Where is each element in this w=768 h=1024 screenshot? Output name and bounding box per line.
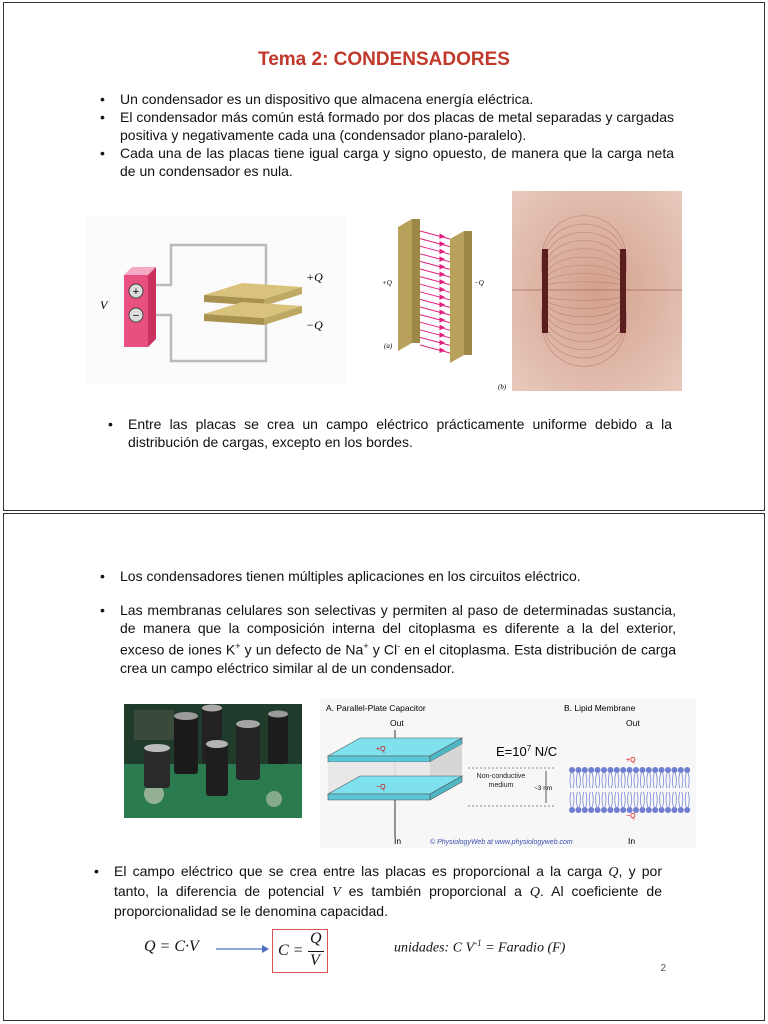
lipid-head [614,807,620,813]
field-photo-figure [498,191,682,391]
battery-plus-sign: + [132,286,140,298]
figure-label-a: (a) [384,342,393,350]
charge-symbol-2: Q [529,885,541,900]
capacity-text-1: El campo eléctrico que se crea entre las placas es proporcional a la carga [114,863,609,879]
voltage-symbol: V [332,885,341,900]
lipid-head [652,807,658,813]
lipid-head [614,767,620,773]
bullet-definition: • Un condensador es un dispositivo que almacena energía eléctrica. [98,90,674,108]
plus-q-label-b: +Q [626,757,636,764]
diagram-credit: © PhysiologyWeb at www.physiologyweb.com [430,839,573,846]
lipid-head [678,767,684,773]
lipid-head [569,807,575,813]
field-line [420,307,450,315]
plate-plus-q-label: +Q [382,279,392,287]
battery-minus-sign: − [132,310,140,322]
lipid-head [607,807,613,813]
capacity-formula-box [272,929,328,973]
lipid-head [646,807,652,813]
field-line [420,246,450,254]
k-plus-sup: + [235,641,241,651]
lipid-head [639,807,645,813]
slide-title: Tema 2: CONDENSADORES [258,49,510,70]
membrane-text-3: y Cl [368,641,398,658]
medium-label: Non-conductive medium [476,773,526,789]
units-end: = Faradio (F) [481,940,566,956]
pcb-capacitors-photo [124,704,302,818]
intro-bullets [98,90,674,180]
figure-label-b: (b) [498,383,507,391]
lipid-head [652,767,658,773]
bullet-applications: • Los condensadores tienen múltiples aplicaciones en los circuitos eléctrico. [98,567,676,585]
in-label-a: In [394,836,402,846]
cl-minus-sup: - [397,641,401,651]
capacity-text-4: . Al coeficiente de proporcionalidad se le denomina capacidad. [114,883,662,919]
field-line [420,284,450,292]
membrane-text-2: y un defecto de Na [240,641,364,658]
field-exponent: 7 [526,744,532,753]
lipid-head [595,767,601,773]
field-magnitude [496,744,557,759]
lipid-head [588,767,594,773]
membrane-bullets [98,601,676,677]
units-exponent: -1 [474,938,482,948]
out-label-a: Out [390,718,404,728]
lipid-head [665,767,671,773]
lipid-head [569,767,575,773]
field-line [420,261,450,269]
lipid-head [646,767,652,773]
membrane-text-1: Las membranas celulares son selectivas y permiten al paso de determinadas sustancia, de manera que la composición interna del citoplasma es diferente a la del exterior, exceso de iones K [120,602,676,658]
lipid-head [678,807,684,813]
units-text: unidades: C V [394,940,475,956]
field-line [420,345,450,353]
applications-bullets [98,567,676,585]
capacity-text-3: es también proporcional a [340,883,530,899]
lipid-head [582,767,588,773]
plus-q-label: +Q [306,270,323,284]
lipid-head [575,807,581,813]
lipid-head [684,767,690,773]
formula-denominator: V [310,952,320,969]
field-line [420,322,450,330]
lipid-head [639,767,645,773]
slide-2 [3,513,765,1021]
bullet-membranes [98,601,676,677]
out-label-b: Out [626,718,640,728]
lipid-head [659,767,665,773]
lipid-head [588,807,594,813]
bullet-net-charge: • Cada una de las placas tiene igual carga y signo opuesto, de manera que la carga neta de un condensador es nula. [98,144,674,180]
in-label-b: In [628,836,636,846]
lipid-head [607,767,613,773]
diagram-title-b: B. Lipid Membrane [564,703,636,713]
lipid-head [665,807,671,813]
field-line [420,231,450,239]
lipid-head [633,767,639,773]
lipid-head [601,767,607,773]
lipid-head [684,807,690,813]
field-line [420,239,450,247]
field-lines-figure [376,215,502,385]
field-line [420,337,450,345]
formula-numerator: Q [310,930,322,947]
field-line [420,292,450,300]
voltage-label: V [100,298,108,312]
arrow-right-icon [214,942,270,956]
bullet-uniform-field: • Entre las placas se crea un campo eléctrico prácticamente uniforme debido a la distribución de cargas, excepto en los bordes. [106,415,672,451]
lipid-head [627,767,633,773]
lipid-head [582,807,588,813]
field-line [420,277,450,285]
capacity-bullets [92,862,662,920]
lipid-head [671,767,677,773]
field-line [420,315,450,323]
field-line [420,330,450,338]
page-number: 2 [660,963,666,974]
field-line [420,269,450,277]
membrane-capacitor-diagram [320,698,696,848]
lipid-head [671,807,677,813]
capacitor-circuit-figure [86,215,346,385]
formula-c-eq: C = [278,942,304,959]
field-bullet-list [106,415,672,451]
field-line [420,254,450,262]
bullet-capacity [92,862,662,920]
lipid-head [659,807,665,813]
lipid-head [575,767,581,773]
units-formula [394,938,565,957]
lipid-head [601,807,607,813]
field-value: E=10 [496,744,527,759]
slide-1 [3,2,765,511]
diagram-title-a: A. Parallel-Plate Capacitor [326,703,426,713]
plate-minus-q-label: −Q [474,279,484,287]
na-plus-sup: + [363,641,369,651]
minus-q-label: −Q [306,318,323,332]
capacity-text-2: , y por tanto, la diferencia de potencial [114,863,662,899]
charge-symbol-1: Q [608,865,619,880]
lipid-head [620,767,626,773]
formula-q-cv: Q = C·V [144,938,199,955]
plus-q-label-a: +Q [376,746,386,753]
minus-q-label-a: −Q [376,784,386,791]
membrane-text-4: en el citoplasma. Esta distribución de carga crea un campo eléctrico similar al de un condensador. [120,641,677,676]
minus-q-label-b: −Q [626,813,636,820]
field-line [420,299,450,307]
lipid-head [595,807,601,813]
distance-label: ~3 nm [534,785,553,792]
bullet-parallel-plate: • El condensador más común está formado por dos placas de metal separadas y cargadas positiva y negativamente cada una (condensador plano-paralelo). [98,108,674,144]
field-unit: N/C [531,744,558,759]
